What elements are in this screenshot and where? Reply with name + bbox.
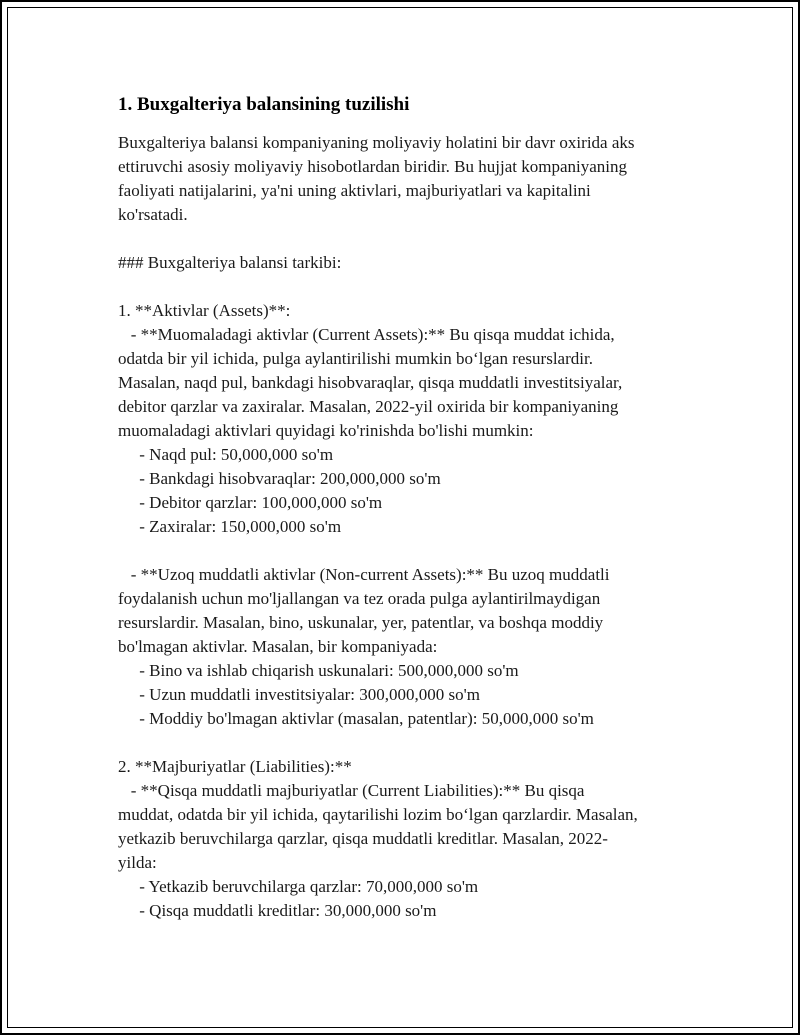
text-line: - Uzun muddatli investitsiyalar: 300,000,000 so'm: [118, 685, 480, 704]
text-line: faoliyati natijalarini, ya'ni uning aktivlari, majburiyatlari va kapitalini: [118, 181, 591, 200]
text-line: - Bino va ishlab chiqarish uskunalari: 500,000,000 so'm: [118, 661, 519, 680]
text-line: Buxgalteriya balansi kompaniyaning moliyaviy holatini bir davr oxirida aks: [118, 133, 635, 152]
text-line: 1. **Aktivlar (Assets)**:: [118, 301, 291, 320]
blank-line: [118, 539, 718, 563]
text-line: - Qisqa muddatli kreditlar: 30,000,000 so'm: [118, 901, 437, 920]
section-heading: 1. Buxgalteriya balansining tuzilishi: [118, 94, 410, 115]
text-line: - Bankdagi hisobvaraqlar: 200,000,000 so'm: [118, 469, 441, 488]
text-line: - Moddiy bo'lmagan aktivlar (masalan, patentlar): 50,000,000 so'm: [118, 709, 594, 728]
text-line: muddat, odatda bir yil ichida, qaytarilishi lozim bo‘lgan qarzlardir. Masalan,: [118, 805, 638, 824]
text-line: - Debitor qarzlar: 100,000,000 so'm: [118, 493, 383, 512]
text-line: - Zaxiralar: 150,000,000 so'm: [118, 517, 342, 536]
text-line: - **Muomaladagi aktivlar (Current Assets):** Bu qisqa muddat ichida,: [118, 325, 615, 344]
text-line: yilda:: [118, 853, 157, 872]
text-line: ko'rsatadi.: [118, 205, 188, 224]
text-line: ettiruvchi asosiy moliyaviy hisobotlardan biridir. Bu hujjat kompaniyaning: [118, 157, 627, 176]
text-line: - Yetkazib beruvchilarga qarzlar: 70,000,000 so'm: [118, 877, 479, 896]
text-line: - **Uzoq muddatli aktivlar (Non-current Assets):** Bu uzoq muddatli: [118, 565, 610, 584]
text-line: Masalan, naqd pul, bankdagi hisobvaraqlar, qisqa muddatli investitsiyalar,: [118, 373, 623, 392]
text-line: foydalanish uchun mo'ljallangan va tez orada pulga aylantirilmaydigan: [118, 589, 601, 608]
text-line: - **Qisqa muddatli majburiyatlar (Current Liabilities):** Bu qisqa: [118, 781, 585, 800]
blank-line: [118, 731, 718, 755]
text-line: ### Buxgalteriya balansi tarkibi:: [118, 253, 342, 272]
text-line: debitor qarzlar va zaxiralar. Masalan, 2022-yil oxirida bir kompaniyaning: [118, 397, 619, 416]
text-line: bo'lmagan aktivlar. Masalan, bir kompaniyada:: [118, 637, 438, 656]
text-line: resurslardir. Masalan, bino, uskunalar, yer, patentlar, va boshqa moddiy: [118, 613, 604, 632]
text-line: - Naqd pul: 50,000,000 so'm: [118, 445, 334, 464]
document-text: [118, 131, 718, 923]
text-line: odatda bir yil ichida, pulga aylantirilishi mumkin bo‘lgan resurslardir.: [118, 349, 593, 368]
text-line: 2. **Majburiyatlar (Liabilities):**: [118, 757, 352, 776]
text-line: muomaladagi aktivlari quyidagi ko'rinishda bo'lishi mumkin:: [118, 421, 534, 440]
blank-line: [118, 275, 718, 299]
document-body: [118, 93, 718, 923]
blank-line: [118, 227, 718, 251]
text-line: yetkazib beruvchilarga qarzlar, qisqa muddatli kreditlar. Masalan, 2022-: [118, 829, 608, 848]
